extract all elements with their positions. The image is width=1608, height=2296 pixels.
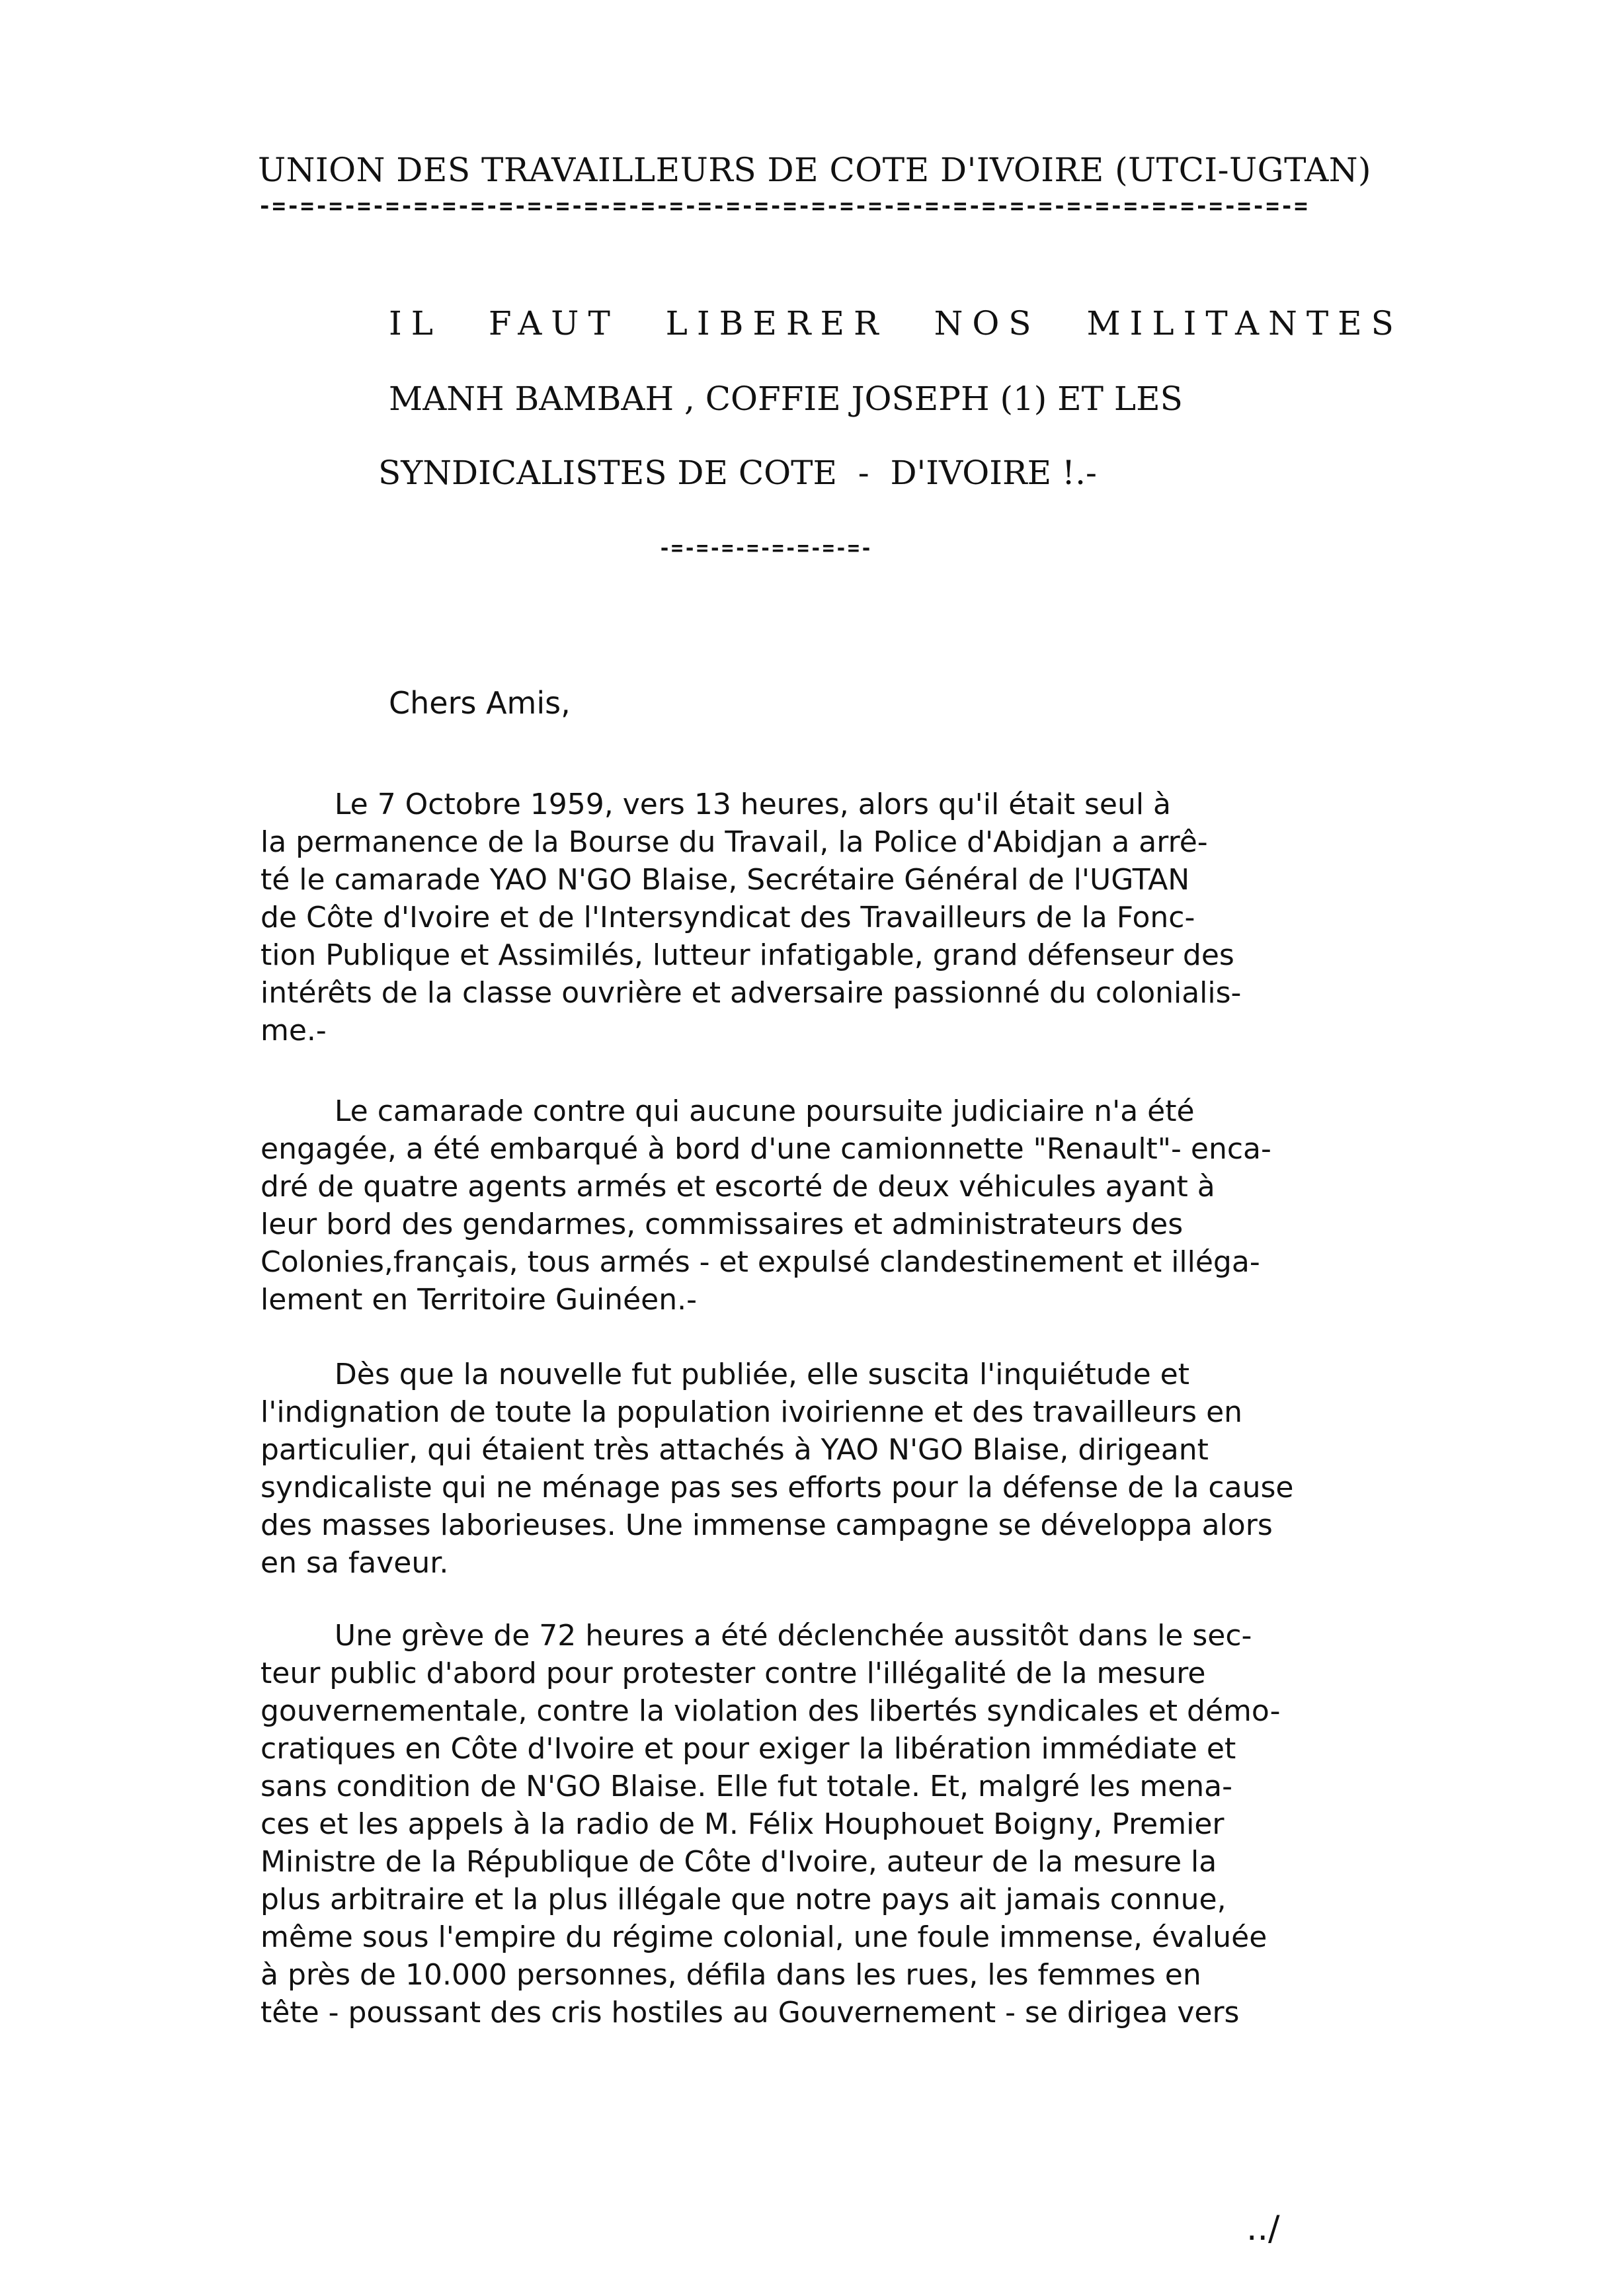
title-line-3: SYNDICALISTES DE COTE - D'IVOIRE !.- xyxy=(378,454,1097,492)
paragraph-line: ces et les appels à la radio de M. Félix Houphouet Boigny, Premier xyxy=(261,1807,1225,1841)
paragraph-line: engagée, a été embarqué à bord d'une camionnette "Renault"- enca- xyxy=(261,1132,1271,1166)
paragraph-line: en sa faveur. xyxy=(261,1546,449,1580)
paragraph-line: l'indignation de toute la population ivoirienne et des travailleurs en xyxy=(261,1395,1243,1429)
continuation-mark: ../ xyxy=(1246,2209,1280,2248)
paragraph-line: Une grève de 72 heures a été déclenchée aussitôt dans le sec- xyxy=(261,1619,1252,1653)
paragraph-line: tion Publique et Assimilés, lutteur infatigable, grand défenseur des xyxy=(261,938,1234,972)
paragraph-2 xyxy=(261,1092,1424,1319)
salutation: Chers Amis, xyxy=(389,685,571,721)
paragraph-line: de Côte d'Ivoire et de l'Intersyndicat des Travailleurs de la Fonc- xyxy=(261,901,1195,934)
paragraph-line: gouvernementale, contre la violation des libertés syndicales et démo- xyxy=(261,1694,1281,1728)
header-divider: -=-=-=-=-=-=-=-=-=-=-=-=-=-=-=-=-=-=-=-=-=-=-=-=-=-=-=-=-=-=-=-=-=-=-=-=-= xyxy=(258,193,1308,220)
paragraph-line: particulier, qui étaient très attachés à YAO N'GO Blaise, dirigeant xyxy=(261,1433,1209,1467)
title-line-2: MANH BAMBAH , COFFIE JOSEPH (1) ET LES xyxy=(389,380,1183,418)
paragraph-line: même sous l'empire du régime colonial, une foule immense, évaluée xyxy=(261,1920,1267,1954)
paragraph-line: lement en Territoire Guinéen.- xyxy=(261,1283,697,1317)
title-divider: -=-=-=-=-=-=-=-=- xyxy=(659,537,873,560)
paragraph-line: sans condition de N'GO Blaise. Elle fut totale. Et, malgré les mena- xyxy=(261,1770,1233,1803)
paragraph-line: des masses laborieuses. Une immense campagne se développa alors xyxy=(261,1508,1273,1542)
paragraph-line: intérêts de la classe ouvrière et adversaire passionné du colonialis- xyxy=(261,976,1242,1010)
paragraph-line: té le camarade YAO N'GO Blaise, Secrétaire Général de l'UGTAN xyxy=(261,863,1190,897)
paragraph-line: cratiques en Côte d'Ivoire et pour exiger la libération immédiate et xyxy=(261,1732,1236,1766)
organization-header: UNION DES TRAVAILLEURS DE COTE D'IVOIRE (UTCI-UGTAN) xyxy=(258,151,1372,189)
paragraph-line: dré de quatre agents armés et escorté de deux véhicules ayant à xyxy=(261,1170,1215,1204)
paragraph-line: Colonies,français, tous armés - et expulsé clandestinement et illéga- xyxy=(261,1245,1260,1279)
paragraph-line: plus arbitraire et la plus illégale que notre pays ait jamais connue, xyxy=(261,1883,1226,1916)
paragraph-1 xyxy=(261,786,1424,1049)
paragraph-line: à près de 10.000 personnes, défila dans les rues, les femmes en xyxy=(261,1958,1201,1992)
paragraph-line: Le camarade contre qui aucune poursuite judiciaire n'a été xyxy=(261,1094,1195,1128)
paragraph-line: teur public d'abord pour protester contre l'illégalité de la mesure xyxy=(261,1657,1206,1690)
paragraph-line: me.- xyxy=(261,1014,327,1047)
paragraph-4 xyxy=(261,1617,1424,2031)
paragraph-line: Le 7 Octobre 1959, vers 13 heures, alors qu'il était seul à xyxy=(261,788,1171,821)
paragraph-line: Ministre de la République de Côte d'Ivoire, auteur de la mesure la xyxy=(261,1845,1217,1879)
title-line-1: IL FAUT LIBERER NOS MILITANTES xyxy=(389,304,1403,343)
paragraph-line: tête - poussant des cris hostiles au Gouvernement - se dirigea vers xyxy=(261,1996,1240,2030)
paragraph-line: leur bord des gendarmes, commissaires et administrateurs des xyxy=(261,1208,1184,1241)
paragraph-line: la permanence de la Bourse du Travail, la Police d'Abidjan a arrê- xyxy=(261,825,1208,859)
paragraph-line: syndicaliste qui ne ménage pas ses efforts pour la défense de la cause xyxy=(261,1471,1294,1504)
paragraph-line: Dès que la nouvelle fut publiée, elle suscita l'inquiétude et xyxy=(261,1358,1189,1391)
paragraph-3 xyxy=(261,1356,1424,1582)
